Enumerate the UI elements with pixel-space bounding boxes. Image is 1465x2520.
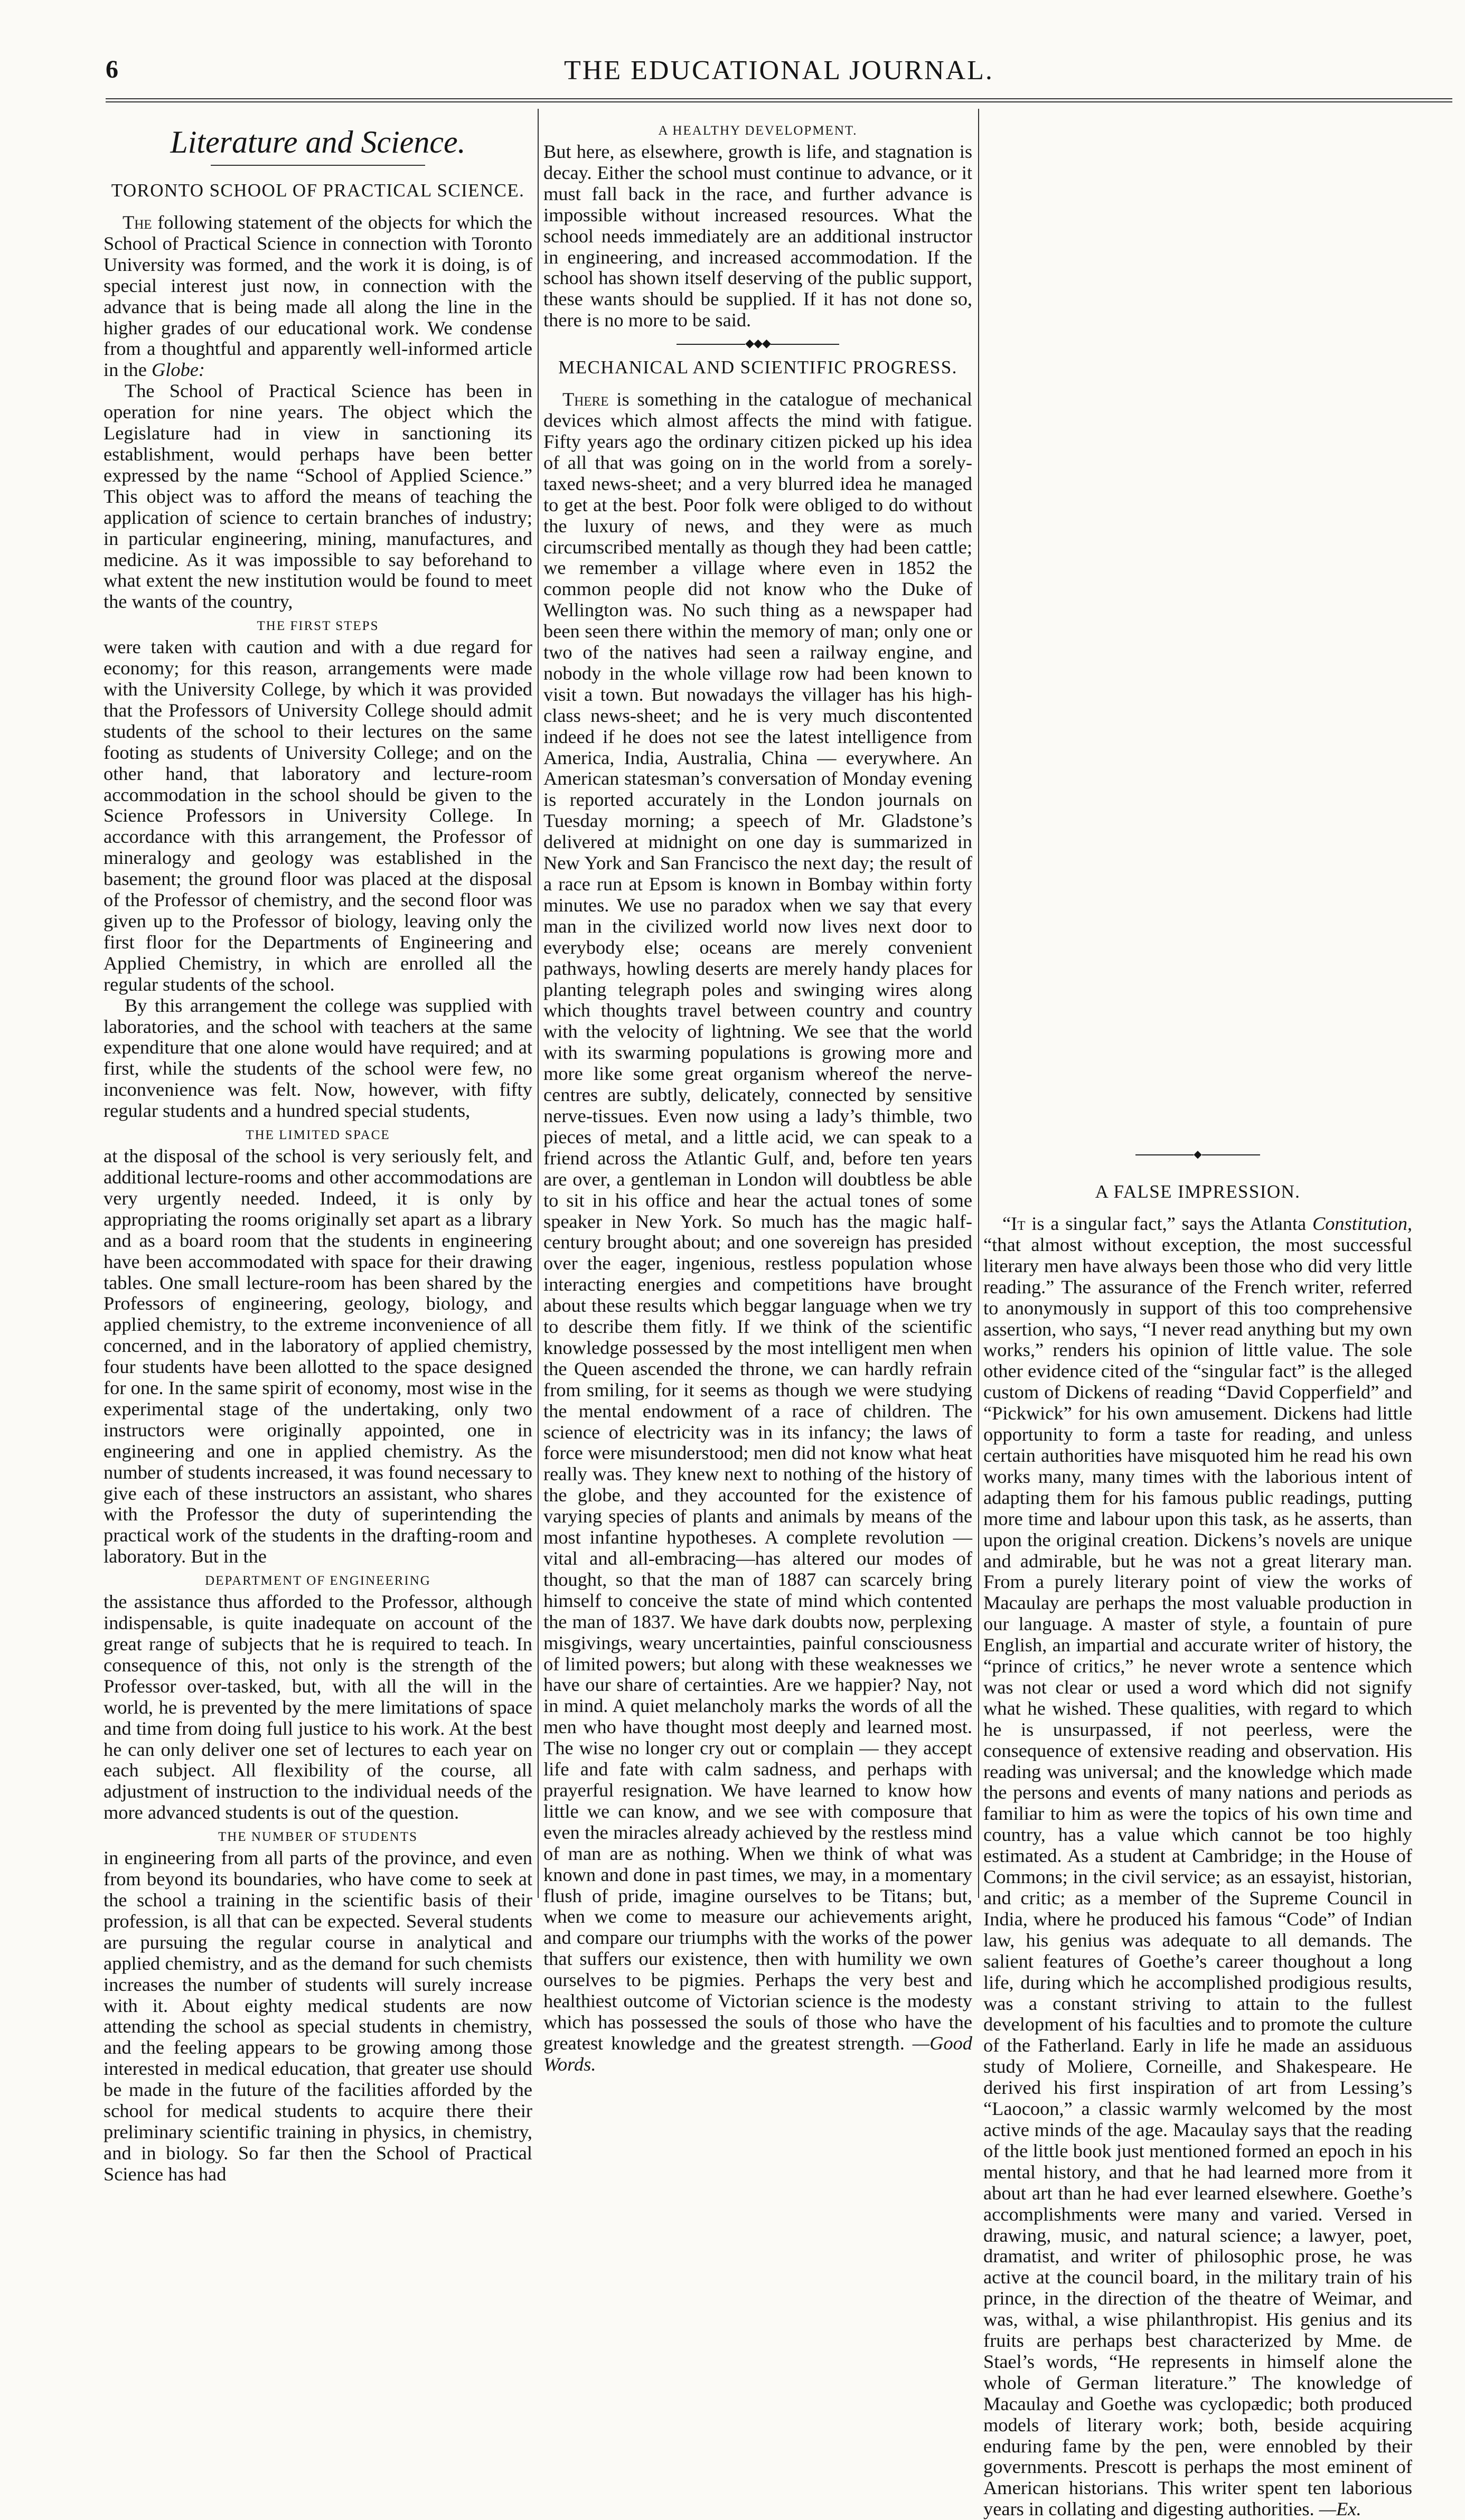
column-divider-1 — [538, 109, 539, 1898]
paragraph: But here, as elsewhere, growth is life, and stagnation is decay. Either the school must continue to advance, or it must fall back in the race, and further advance is impossible without increased resources. What the school needs immediately are an additional instructor in engineering, and increased accommodation. If the school has shown itself deserving of the public support, these wants should be supplied. If it has not done so, there is no more to be said. — [543, 141, 972, 331]
paragraph: were taken with caution and with a due regard for economy; for this reason, arrangements were made with the University College, by which it was provided that the Professors of University College should admit students of the school to their lectures on the same footing as students of University College; and on the other hand, that laboratory and lecture-room accommodation in the school should be given to the Science Professors in University College. In accordance with this arrangement, the Professor of mineralogy and geology was established in the basement; the ground floor was placed at the disposal of the Professor of chemistry, and the second floor was given up to the Professor of biology, leaving only the first floor for the Departments of Engineering and Applied Chemistry, in which are enrolled all the regular students of the school. — [104, 636, 532, 995]
paragraph-text: “that almost without exception, the most successful literary men have always been those who did very little reading.” The assurance of the French writer, referred to anonymously in support of this too comprehensive assertion, who says, “I never read anything but my own works,” renders his opinion of little value. The sole other evidence cited of the “singular fact” is the alleged custom of Dickens of reading “David Copperfield” and “Pickwick” for his own amusement. Dickens had little opportunity to form a taste for reading, and unless certain authorities have misquoted him he read his own works many, many times with the laborious intent of adapting them for his famous public readings, putting more time and labour upon this task, as he asserts, than upon the original creation. Dickens’s novels are unique and admirable, but he was not a great literary man. From a purely literary point of view the works of Macaulay are perhaps the most valuable production in our language. A master of style, a fountain of pure English, an impartial and accurate writer of history, the “prince of critics,” he never wrote a sentence which was not clear or used a word which did not signify what he wished. These qualities, with regard to which he is unsurpassed, if not peerless, were the consequence of extensive reading and observation. His reading was universal; and the knowledge which made the persons and events of many nations and periods as familiar to him as were the topics of his own time and country, has a value which cannot be too highly estimated. As a student at Cambridge; in the House of Commons; in the civil service; as an essayist, historian, and critic; as a member of the Supreme Council in India, where he produced his famous “Code” of Indian law, his genius was adequate to all demands. The salient features of Goethe’s career thoughout a long life, during which he accomplished prodigious results, was a constant striving to attain to the fullest development of his faculties and to promote the culture of the Fatherland. Early in life he made an assiduous study of Moliere, Corneille, and Shakespeare. He derived his first inspiration of art from Lessing’s “Laocoon,” a classic warmly welcomed by the most active minds of the age. Macaulay says that the reading of the little book just mentioned formed an epoch in his mental history, and that he had learned more from it about art than he had ever learned elsewhere. Goethe’s accomplishments were many and varied. Versed in drawing, music, and natural science; a lawyer, poet, dramatist, and writer of philosophic prose, he was active at the council board, in the military train of his prince, in the direction of the theatre of Weimar, and was, withal, a wise philanthropist. His genius and its fruits are perhaps best characterized by Mme. de Stael’s words, “He represents in himself alone the whole of German literature.” The knowledge of Macaulay and Goethe was cyclopædic; both produced models of literary work; both, beside acquiring enduring fame by the pen, were ennobled by their governments. Prescott is perhaps the most eminent of American historians. This writer spent ten laborious years in collating and digesting authorities. — [983, 1234, 1412, 2520]
source-name: —Good Words. — [543, 2032, 972, 2075]
paragraph — [104, 212, 532, 381]
article-title-false-impression: A FALSE IMPRESSION. — [1095, 1181, 1301, 1202]
column-2 — [543, 120, 972, 2075]
source-name: —Ex. — [1319, 2498, 1361, 2520]
column-divider-2 — [978, 109, 979, 1898]
ornamental-divider: ◆ — [983, 1149, 1412, 1160]
subheading: DEPARTMENT OF ENGINEERING — [205, 1574, 431, 1588]
paragraph-text: is a singular fact,” says the Atlanta — [1031, 1213, 1307, 1234]
page-number: 6 — [106, 55, 118, 83]
masthead — [106, 55, 1452, 87]
header-rule-top — [106, 98, 1452, 99]
section-rule — [211, 165, 425, 166]
paragraph-text: following statement of the objects for which the School of Practical Science in connection with Toronto University was formed, and the work it is doing, is of special interest just now, in connection with the advance that is being made all along the line in the higher grades of our educational work. We condense from a thoughtful and apparently well-informed article in the — [104, 212, 532, 381]
article-title-mechanical: MECHANICAL AND SCIENTIFIC PROGRESS. — [558, 357, 957, 378]
ornamental-divider: ◆◆◆ — [543, 335, 972, 351]
paragraph-text: is something in the catalogue of mechanical devices which almost affects the mind with fatigue. Fifty years ago the ordinary citizen picked up his idea of all that was going on in the world from a sorely-taxed news-sheet; and a very blurred idea he managed to get at the best. Poor folk were obliged to do without the luxury of news, and they were as much circumscribed mentally as though they had been cattle; we remember a village where even in 1852 the common people did not know who the Duke of Wellington was. No such thing as a newspaper had been seen there within the memory of man; only one or two of the natives had seen a railway engine, and nobody in the whole village row had been known to visit a town. But nowadays the villager has his high-class news-sheet; and he is very much discontented indeed if he does not see the latest intelligence from America, India, Australia, China — everywhere. An American statesman’s conversation of Monday evening is reported accurately in the London journals on Tuesday morning; a speech of Mr. Gladstone’s delivered at midnight on one day is summarized in New York and San Francisco the next day; the result of a race run at Epsom is known in Bombay within forty minutes. We use no paradox when we say that every man in the civilized world now lives next door to everybody else; oceans are merely convenient pathways, howling deserts are merely handy places for planting telegraph poles and swinging wires along which thoughts travel between country and country with the velocity of lightning. We see that the world with its swarming populations is growing more and more like some great organism whereof the nerve-centres are subtly, delicately, connected by sensitive nerve-tissues. Even now using a lady’s thimble, two pieces of metal, and a little acid, we can speak to a friend across the Atlantic Gulf, and, before ten years are over, a gentleman in London will doubtless be able to sit in his office and hear the actual tones of some speaker in New York. So much has the magic half-century brought about; and one sovereign has presided over the eager, ingenious, restless population whose interacting energies and competitions have brought about these results which beggar language when we try to describe them fitly. If we think of the scientific knowledge possessed by the most intelligent men when the Queen ascended the throne, we can hardly refrain from smiling, for it seems as though we were studying the mental endowment of a race of children. The science of electricity was in its infancy; the laws of force were misunderstood; men did not know what heat really was. They knew next to nothing of the history of the globe, and they accounted for the existence of varying species of plants and animals by means of the most infantine hypotheses. A complete revolution — vital and all-embracing—has altered our modes of thought, so that the man of 1887 can scarcely bring himself to conceive the state of mind which contented the man of 1837. We have dark doubts now, perplexing misgivings, weary uncertainties, painful consciousness of limited powers; but along with these weaknesses we have our share of certainties. Are we happier? Nay, not in mind. A quiet melancholy marks the words of all the men who have thought most deeply and learned most. The wise no longer cry out or complain — they accept life and fate with calm sadness, and perhaps with prayerful resignation. We have learned to know how little we can know, and we see with composure that even the miracles already achieved by the restless mind of man are as nothing. When we think of what was known and done in past times, we may, in a momentary flush of pride, imagine ourselves to be Titans; but, when we come to measure our achievements aright, and compare our triumphs with the works of the power that suffers our existence, then with humility we own ourselves to be pigmies. Perhaps the very best and healthiest outcome of Victorian science is the modesty which has possessed the souls of those who have the greatest knowledge and the greatest strength. — [543, 389, 972, 2054]
paragraph — [543, 389, 972, 2075]
subheading: THE LIMITED SPACE — [246, 1128, 390, 1143]
header-rule-bottom — [106, 101, 1452, 102]
paragraph: the assistance thus afforded to the Professor, although indispensable, is quite inadequate on account of the great range of subjects that he is required to teach. In consequence of this, not only is the strength of the Professor over-tasked, but, with all the will in the world, he is prevented by the mere limitations of space and time from doing full justice to his work. At the best he can only deliver one set of lectures to each year on each subject. All flexibility of the course, all adjustment of instruction to the individual needs of the more advanced students is out of the question. — [104, 1591, 532, 1823]
source-name: Globe: — [151, 359, 205, 381]
lead-word: The — [123, 212, 152, 233]
journal-title: THE EDUCATIONAL JOURNAL. — [564, 55, 994, 86]
source-name: Constitution, — [1312, 1213, 1412, 1234]
subheading: THE NUMBER OF STUDENTS — [218, 1830, 418, 1845]
paragraph: By this arrangement the college was supplied with laboratories, and the school with teachers at the same expenditure that one alone would have required; and at first, while the students of the school were few, no inconvenience was felt. Now, however, with fifty regular students and a hundred special students, — [104, 994, 532, 1122]
paragraph: at the disposal of the school is very seriously felt, and additional lecture-rooms and other accommodations are very urgently needed. Indeed, it is only by appropriating the rooms originally set apart as a library and as a board room that the students in engineering have been accommodated with space for their drawing tables. One small lecture-room has been shared by the Professors of engineering, geology, biology, and applied chemistry, to the extreme inconvenience of all concerned, and in the laboratory of applied chemistry, four students have been allotted to the space designed for one. In the same spirit of economy, most wise in the experimental stage of the undertaking, only two instructors were originally appointed, one in engineering and one in applied chemistry. As the number of students increased, it was found necessary to give each of these instructors an assistant, who shares with the Professor the duty of superintending the practical work of the students in the drafting-room and laboratory. But in the — [104, 1145, 532, 1567]
subheading: THE FIRST STEPS — [257, 619, 379, 634]
section-title: Literature and Science. — [170, 125, 466, 159]
subheading: A HEALTHY DEVELOPMENT. — [658, 124, 858, 138]
column-3 — [983, 1135, 1412, 2520]
paragraph: The School of Practical Science has been in operation for nine years. The object which the Legislature had in view in sanctioning its establishment, would perhaps have been better expressed by the name “School of Applied Science.” This object was to afford the means of teaching the application of science to certain branches of industry; in particular engineering, mining, manufactures, and medicine. As it was impossible to say beforehand to what extent the new institution would be found to meet the wants of the country, — [104, 380, 532, 613]
column-1 — [104, 120, 532, 2185]
paragraph — [983, 1214, 1412, 2520]
paragraph: in engineering from all parts of the province, and even from beyond its boundaries, who have come to seek at the school a training in the scientific basis of their profession, is all that can be expected. Several students are pursuing the regular course in analytical and applied chemistry, and as the demand for such chemists increases the number of students will surely increase with it. About eighty medical students are now attending the school as special students in chemistry, and the feeling appears to be growing among those interested in medical education, that greater use should be made in the future of the facilities afforded by the school for medical students to acquire there their preliminary scientific training in physics, in chemistry, and in biology. So far then the School of Practical Science has had — [104, 1847, 532, 2185]
article-title-toronto: TORONTO SCHOOL OF PRACTICAL SCIENCE. — [111, 180, 525, 201]
lead-word: There — [562, 389, 609, 410]
lead-word: “It — [1002, 1213, 1026, 1234]
